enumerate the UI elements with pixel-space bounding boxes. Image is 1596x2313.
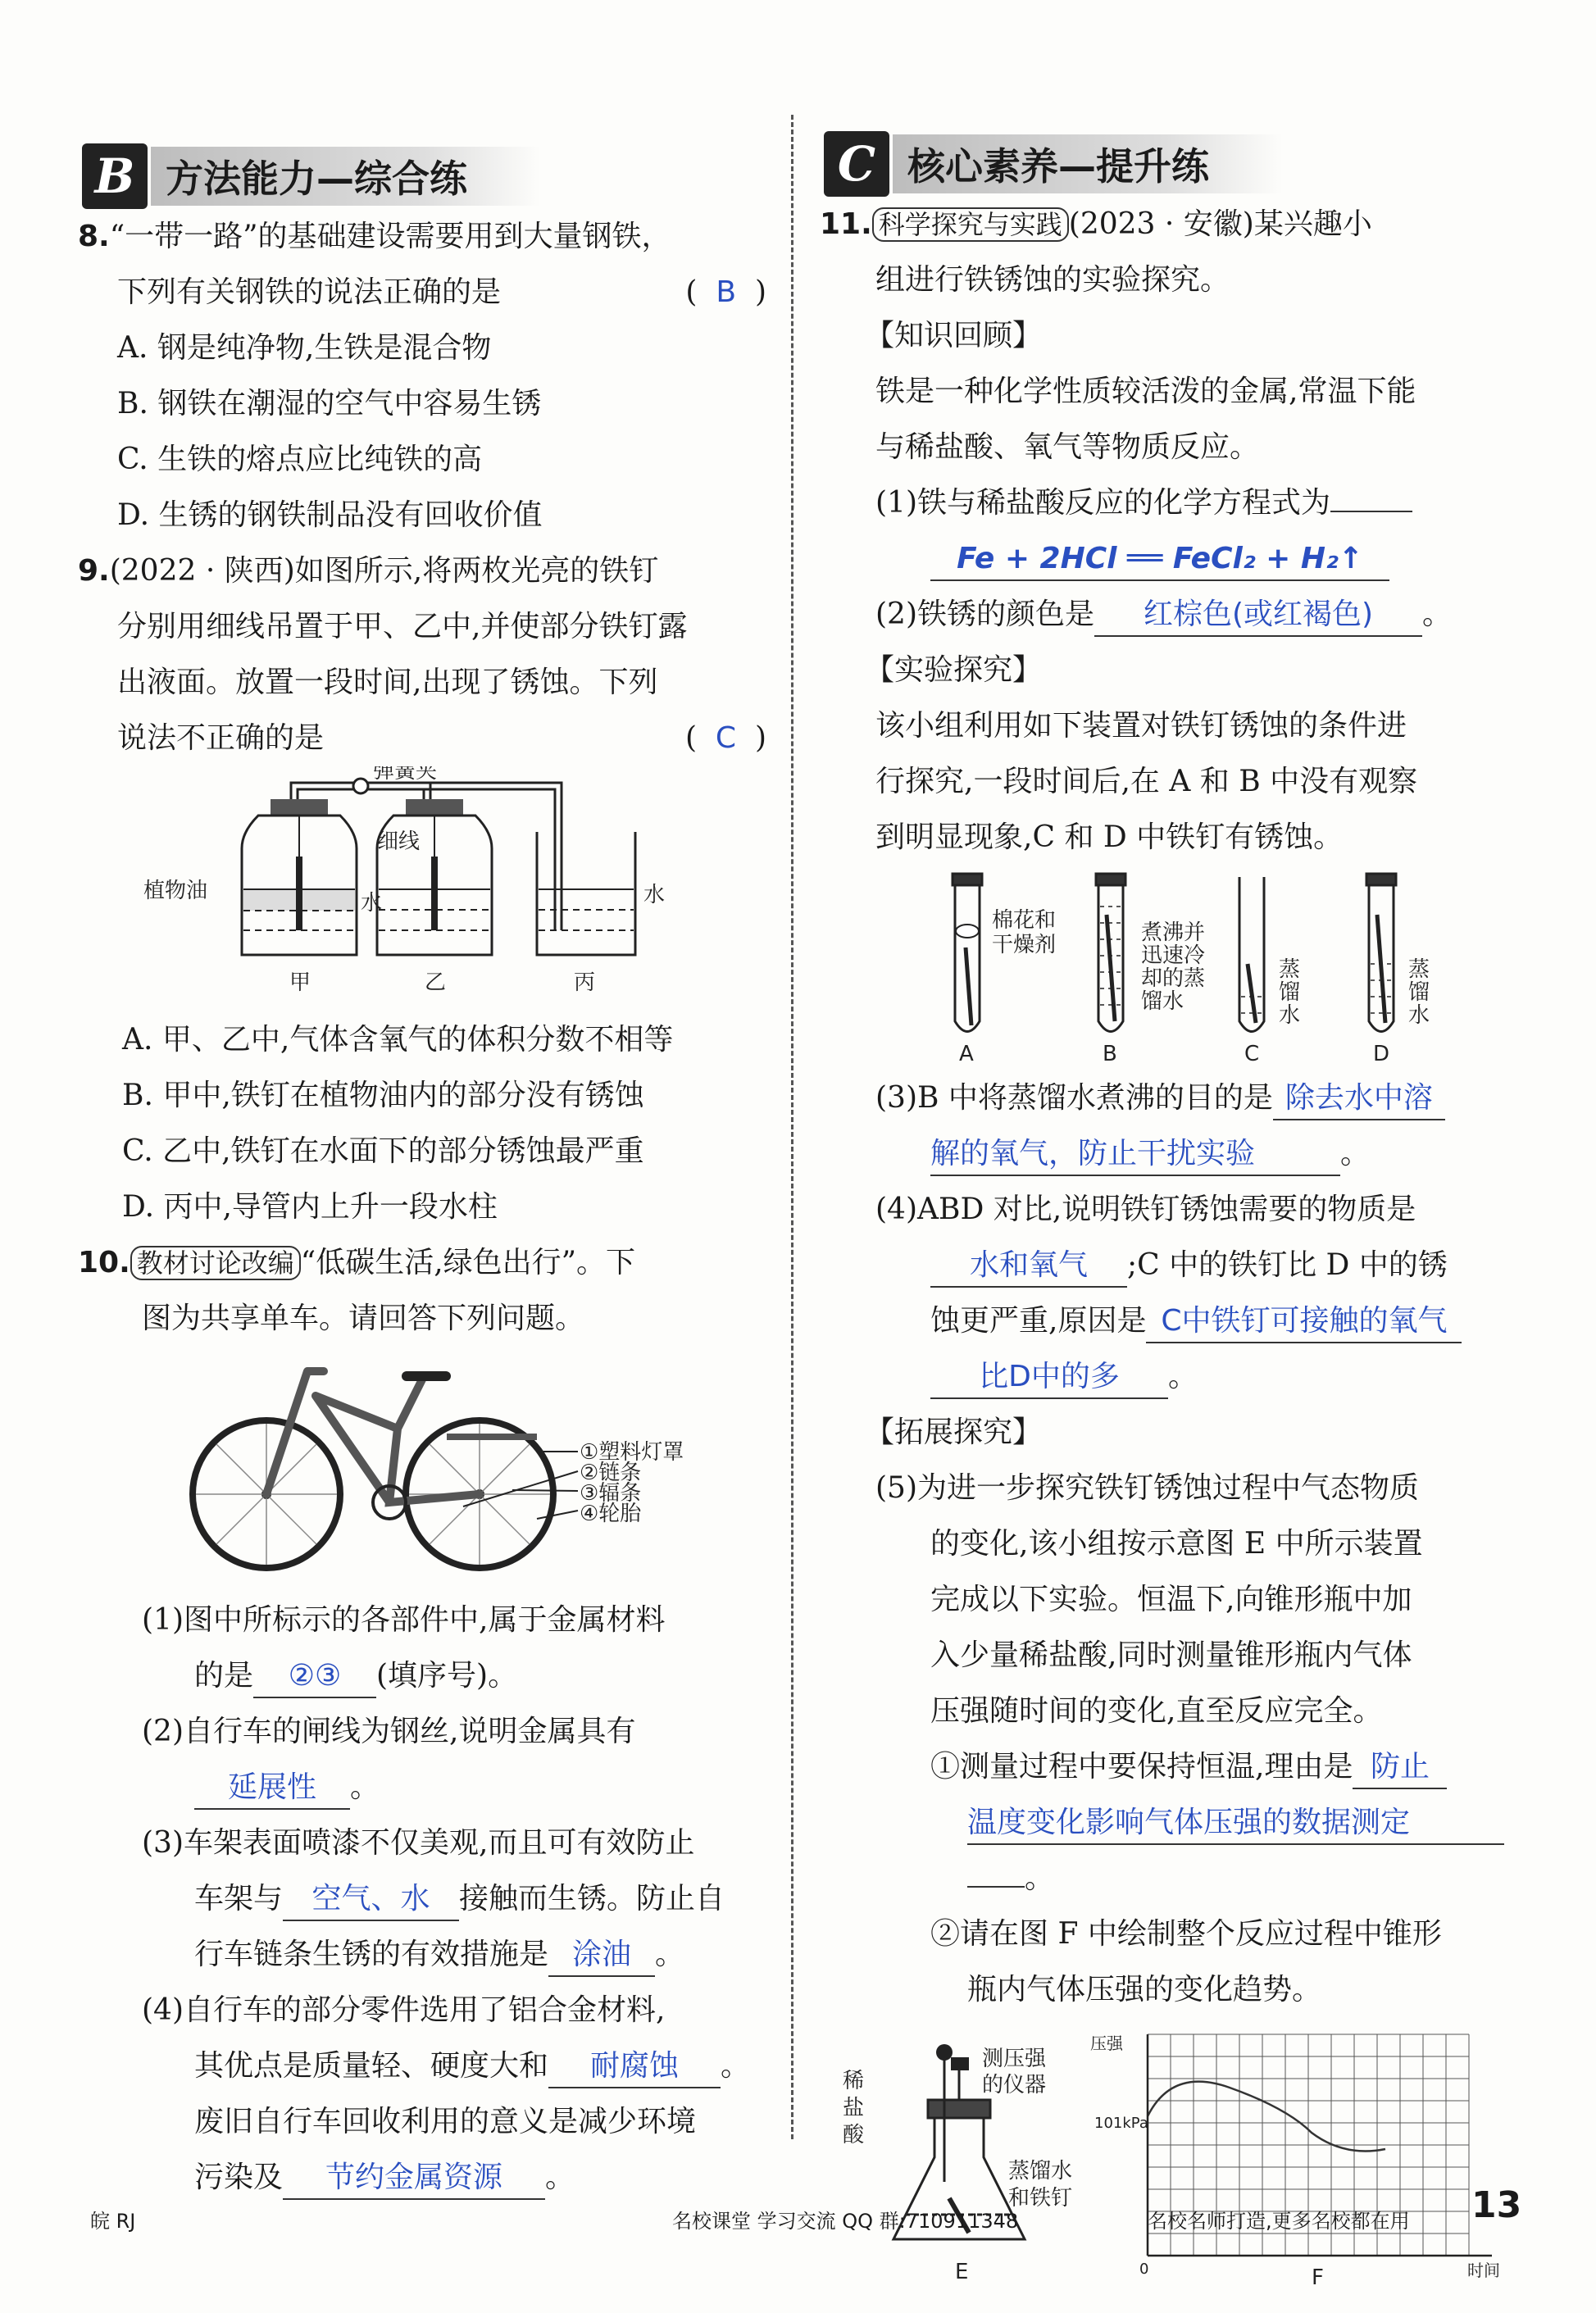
fig-f-origin: 0 [1139, 2261, 1149, 2278]
q10-sub3-line3: 行车链条生锈的有效措施是 [194, 1938, 549, 1971]
test-tubes-diagram [820, 866, 1525, 1070]
q8-option-b: B. 钢铁在潮湿的空气中容易生锈 [117, 387, 542, 420]
fig-f-y0: 101kPa [1094, 2115, 1148, 2132]
q11-answer-3b: 解的氧气，防止干扰实验 [930, 1134, 1340, 1176]
q10-sub1-suffix: (填序号)。 [376, 1659, 518, 1693]
part-label-1: ①塑料灯罩 [580, 1440, 684, 1465]
q11-sub1-blank-tail [1330, 511, 1412, 512]
section-b-letter: B [82, 143, 148, 209]
fig-e-water-2: 和铁钉 [1008, 2186, 1073, 2211]
q9-answer: C [715, 721, 737, 755]
q11-answer-4a: 水和氧气 [930, 1245, 1127, 1288]
q9-stem-line4: 说法不正确的是 [117, 721, 325, 755]
q10-answer-1: ②③ [253, 1656, 376, 1698]
label-jia: 甲 [289, 970, 311, 995]
q11-sub51-text: ①测量过程中要保持恒温,理由是 [930, 1750, 1353, 1784]
q11-exp-line1: 该小组利用如下装置对铁钉锈蚀的条件进 [875, 709, 1407, 743]
q11-number: 11. [820, 207, 872, 241]
q11-tag: 科学探究与实践 [872, 207, 1069, 242]
q10-tag: 教材讨论改编 [130, 1246, 301, 1280]
tube-d-label-3: 水 [1408, 1003, 1430, 1028]
pressure-gauge-icon [951, 2057, 969, 2070]
label-water-jar1: 水 [361, 891, 383, 916]
q11-answer-3a: 除去水中溶 [1273, 1078, 1445, 1120]
q8-number: 8. [78, 220, 110, 253]
q11-heading-review: 【知识回顾】 [865, 319, 1043, 352]
fig-e-acid-2: 盐 [843, 2096, 865, 2120]
dropper-bulb-icon [936, 2044, 953, 2061]
q10-stem-line2: 图为共享单车。请回答下列问题。 [142, 1302, 585, 1335]
question-11 [820, 197, 1525, 2288]
tube-a-label-2: 干燥剂 [992, 933, 1057, 957]
tube-c-label-2: 馏 [1279, 980, 1301, 1005]
question-9 [78, 543, 775, 1235]
section-b-header [82, 139, 541, 213]
q9-number: 9. [78, 554, 110, 588]
footer-left: 皖 RJ [90, 2210, 136, 2233]
q10-sub2-line1: (2)自行车的闸线为钢丝,说明金属具有 [142, 1715, 636, 1748]
q11-answer-4c: 比D中的多 [930, 1356, 1168, 1399]
fig-e-acid-1: 稀 [843, 2069, 865, 2093]
q9-option-d: D. 丙中,导管内上升一段水柱 [122, 1190, 498, 1224]
part-label-4: ④轮胎 [580, 1502, 642, 1526]
q10-answer-3b: 涂油 [548, 1934, 655, 1977]
fig-f-xlabel: 时间 [1467, 2261, 1500, 2280]
tube-d-label-2: 馏 [1408, 980, 1430, 1005]
q11-exp-line2: 行探究,一段时间后,在 A 和 B 中没有观察 [875, 765, 1418, 798]
q8-option-a: A. 钢是纯净物,生铁是混合物 [117, 331, 492, 365]
q10-sub4-prefix: 其优点是质量轻、硬度大和 [194, 2049, 549, 2083]
q11-sub5-line1: (5)为进一步探究铁钉锈蚀过程中气态物质 [875, 1471, 1419, 1505]
q11-heading-extension: 【拓展探究】 [865, 1416, 1043, 1449]
q10-sub3-mid: 接触而生锈。防止自 [459, 1882, 725, 1915]
tube-b-label-2: 迅速冷 [1141, 943, 1206, 968]
q11-answer-51a: 防止 [1353, 1747, 1447, 1789]
q10-sub1-line1: (1)图中所标示的各部件中,属于金属材料 [142, 1603, 666, 1637]
q8-stem-line1: “一带一路”的基础建设需要用到大量钢铁， [109, 220, 671, 253]
q11-sub5-line3: 完成以下实验。恒温下,向锥形瓶中加 [930, 1583, 1412, 1616]
question-10 [78, 1235, 775, 2206]
footer-right: 名校名师打造,更多名校都在用 [1148, 2210, 1410, 2233]
label-vegetable-oil: 植物油 [143, 879, 208, 903]
q9-answer-paren: ( C ) [684, 721, 766, 755]
q9-option-a: A. 甲、乙中,气体含氧气的体积分数不相等 [122, 1023, 674, 1057]
q11-sub51-suffix: 。 [1025, 1861, 1055, 1895]
spring-clip-icon [353, 779, 368, 793]
q9-option-b: B. 甲中,铁钉在植物油内的部分没有锈蚀 [122, 1079, 644, 1112]
q10-answer-4a: 耐腐蚀 [548, 2046, 721, 2088]
question-8 [78, 209, 775, 543]
q11-tubes-figure [820, 866, 1525, 1070]
q11-answer-1: Fe + 2HCl ══ FeCl₂ + H₂↑ [930, 538, 1389, 581]
fig-f-label: F [1312, 2265, 1324, 2288]
q10-answer-3a: 空气、水 [283, 1879, 459, 1921]
tube-b-letter: B [1103, 1042, 1117, 1066]
q9-stem-line2: 分别用细线吊置于甲、乙中,并使部分铁钉露 [117, 610, 688, 643]
q11-sub52-line2: 瓶内气体压强的变化趋势。 [967, 1973, 1322, 2006]
tube-a-letter: A [959, 1042, 974, 1066]
q11-sub2-text: (2)铁锈的颜色是 [875, 598, 1094, 631]
q11-sub1-text: (1)铁与稀盐酸反应的化学方程式为 [875, 486, 1330, 520]
label-spring-clip: 弹簧夹 [373, 766, 438, 784]
q10-sub1-prefix: 的是 [194, 1659, 254, 1693]
tube-b-label-3: 却的蒸 [1141, 966, 1206, 991]
q10-sub3-prefix: 车架与 [194, 1882, 284, 1915]
q10-figure [78, 1347, 775, 1593]
q9-apparatus-diagram [78, 766, 775, 1012]
fig-f-ylabel: 压强 [1090, 2034, 1123, 2053]
q10-sub3-suffix: 。 [655, 1938, 685, 1971]
section-c-title: 核心素养—提升练 [893, 134, 1283, 193]
footer-mid: 名校课堂 学习交流 QQ 群:710911348 [672, 2210, 1019, 2233]
q11-sub5-line5: 压强随时间的变化,直至反应完全。 [930, 1694, 1383, 1728]
bicycle-diagram [78, 1347, 775, 1593]
q11-sub3-text: (3)B 中将蒸馏水煮沸的目的是 [875, 1081, 1273, 1115]
q10-answer-2: 延展性 [194, 1767, 350, 1810]
fig-f-pressure-curve [1148, 2082, 1385, 2152]
tube-b-label-1: 煮沸并 [1141, 920, 1206, 945]
part-label-2: ②链条 [580, 1461, 642, 1485]
q11-sub51-blank-tail [967, 1886, 1025, 1888]
q10-sub4-line4: 污染及 [194, 2161, 284, 2194]
q11-stem-line2: 组进行铁锈蚀的实验探究。 [875, 263, 1230, 297]
section-c-header [824, 127, 1283, 201]
tube-c-label-1: 蒸 [1279, 957, 1301, 982]
q11-sub2-suffix: 。 [1422, 598, 1453, 631]
q11-exp-line3: 到明显现象,C 和 D 中铁钉有锈蚀。 [875, 820, 1344, 854]
q10-answer-4b: 节约金属资源 [283, 2157, 545, 2200]
q11-sub4-suffix: 。 [1168, 1360, 1198, 1393]
q8-answer: B [716, 275, 737, 309]
q10-sub4-mid: 。 [721, 2049, 751, 2083]
q11-answer-2: 红棕色(或红褐色) [1094, 594, 1422, 637]
q11-sub4-text: (4)ABD 对比,说明铁钉锈蚀需要的物质是 [875, 1193, 1416, 1226]
figure-e-f [820, 2018, 1525, 2288]
q9-figure [78, 766, 775, 1012]
q9-stem-line3: 出液面。放置一段时间,出现了锈蚀。下列 [117, 666, 658, 699]
q10-sub2-suffix: 。 [350, 1770, 380, 1804]
tube-c-label-3: 水 [1279, 1003, 1301, 1028]
label-thread: 细线 [377, 829, 421, 854]
section-b-title: 方法能力—综合练 [151, 147, 541, 206]
tube-d-letter: D [1373, 1042, 1390, 1066]
q11-figure-ef [820, 2018, 1525, 2288]
tube-b-label-4: 馏水 [1141, 989, 1184, 1014]
q11-sub3-suffix: 。 [1340, 1137, 1371, 1170]
q11-sub4-line3: 蚀更严重,原因是 [930, 1304, 1147, 1338]
q11-stem-line1: (2023 · 安徽)某兴趣小 [1068, 207, 1372, 241]
q11-sub4-mid: ;C 中的铁钉比 D 中的锈 [1127, 1248, 1448, 1282]
q11-sub5-line4: 入少量稀盐酸,同时测量锥形瓶内气体 [930, 1638, 1412, 1672]
right-column [820, 197, 1525, 2288]
q10-sub4-suffix: 。 [545, 2161, 575, 2194]
q9-option-c: C. 乙中,铁钉在水面下的部分锈蚀最严重 [122, 1134, 644, 1168]
q10-number: 10. [78, 1246, 130, 1279]
q10-sub4-line1: (4)自行车的部分零件选用了铝合金材料, [142, 1993, 666, 2027]
left-column [78, 209, 775, 2206]
q10-sub3-line1: (3)车架表面喷漆不仅美观,而且可有效防止 [142, 1826, 695, 1860]
q11-review-line1: 铁是一种化学性质较活泼的金属,常温下能 [875, 375, 1416, 408]
column-divider [791, 115, 796, 2139]
fig-e-label: E [955, 2260, 969, 2284]
q10-stem-line1: “低碳生活,绿色出行”。下 [300, 1246, 636, 1279]
q11-answer-51b: 温度变化影响气体压强的数据测定 [967, 1802, 1504, 1845]
q8-stem-line2: 下列有关钢铁的说法正确的是 [117, 275, 502, 309]
q11-answer-4b: C中铁钉可接触的氧气 [1146, 1301, 1462, 1343]
tube-c-letter: C [1244, 1042, 1260, 1066]
part-label-3: ③辐条 [580, 1481, 642, 1506]
label-water-beaker: 水 [643, 883, 666, 907]
fig-e-gauge-1: 测压强 [982, 2047, 1047, 2071]
q8-option-d: D. 生锈的钢铁制品没有回收价值 [117, 498, 543, 532]
q8-option-c: C. 生铁的熔点应比纯铁的高 [117, 443, 483, 476]
tube-d-label-1: 蒸 [1408, 957, 1430, 982]
label-bing: 丙 [574, 970, 596, 995]
section-c-letter: C [824, 131, 889, 197]
tube-a-label-1: 棉花和 [992, 908, 1057, 933]
q10-sub4-line3: 废旧自行车回收利用的意义是减少环境 [194, 2105, 697, 2138]
q11-sub52-line1: ②请在图 F 中绘制整个反应过程中锥形 [930, 1917, 1442, 1951]
q9-stem-line1: (2022 · 陕西)如图所示,将两枚光亮的铁钉 [109, 554, 659, 588]
label-yi: 乙 [425, 970, 447, 995]
q11-heading-experiment: 【实验探究】 [865, 653, 1043, 687]
q8-answer-paren: ( B ) [685, 275, 766, 309]
q11-review-line2: 与稀盐酸、氧气等物质反应。 [875, 430, 1260, 464]
page-number: 13 [1471, 2184, 1522, 2226]
fig-e-gauge-2: 的仪器 [982, 2073, 1047, 2097]
fig-e-water-1: 蒸馏水 [1008, 2159, 1073, 2183]
q11-sub5-line2: 的变化,该小组按示意图 E 中所示装置 [930, 1527, 1423, 1561]
fig-e-acid-3: 酸 [843, 2123, 865, 2147]
